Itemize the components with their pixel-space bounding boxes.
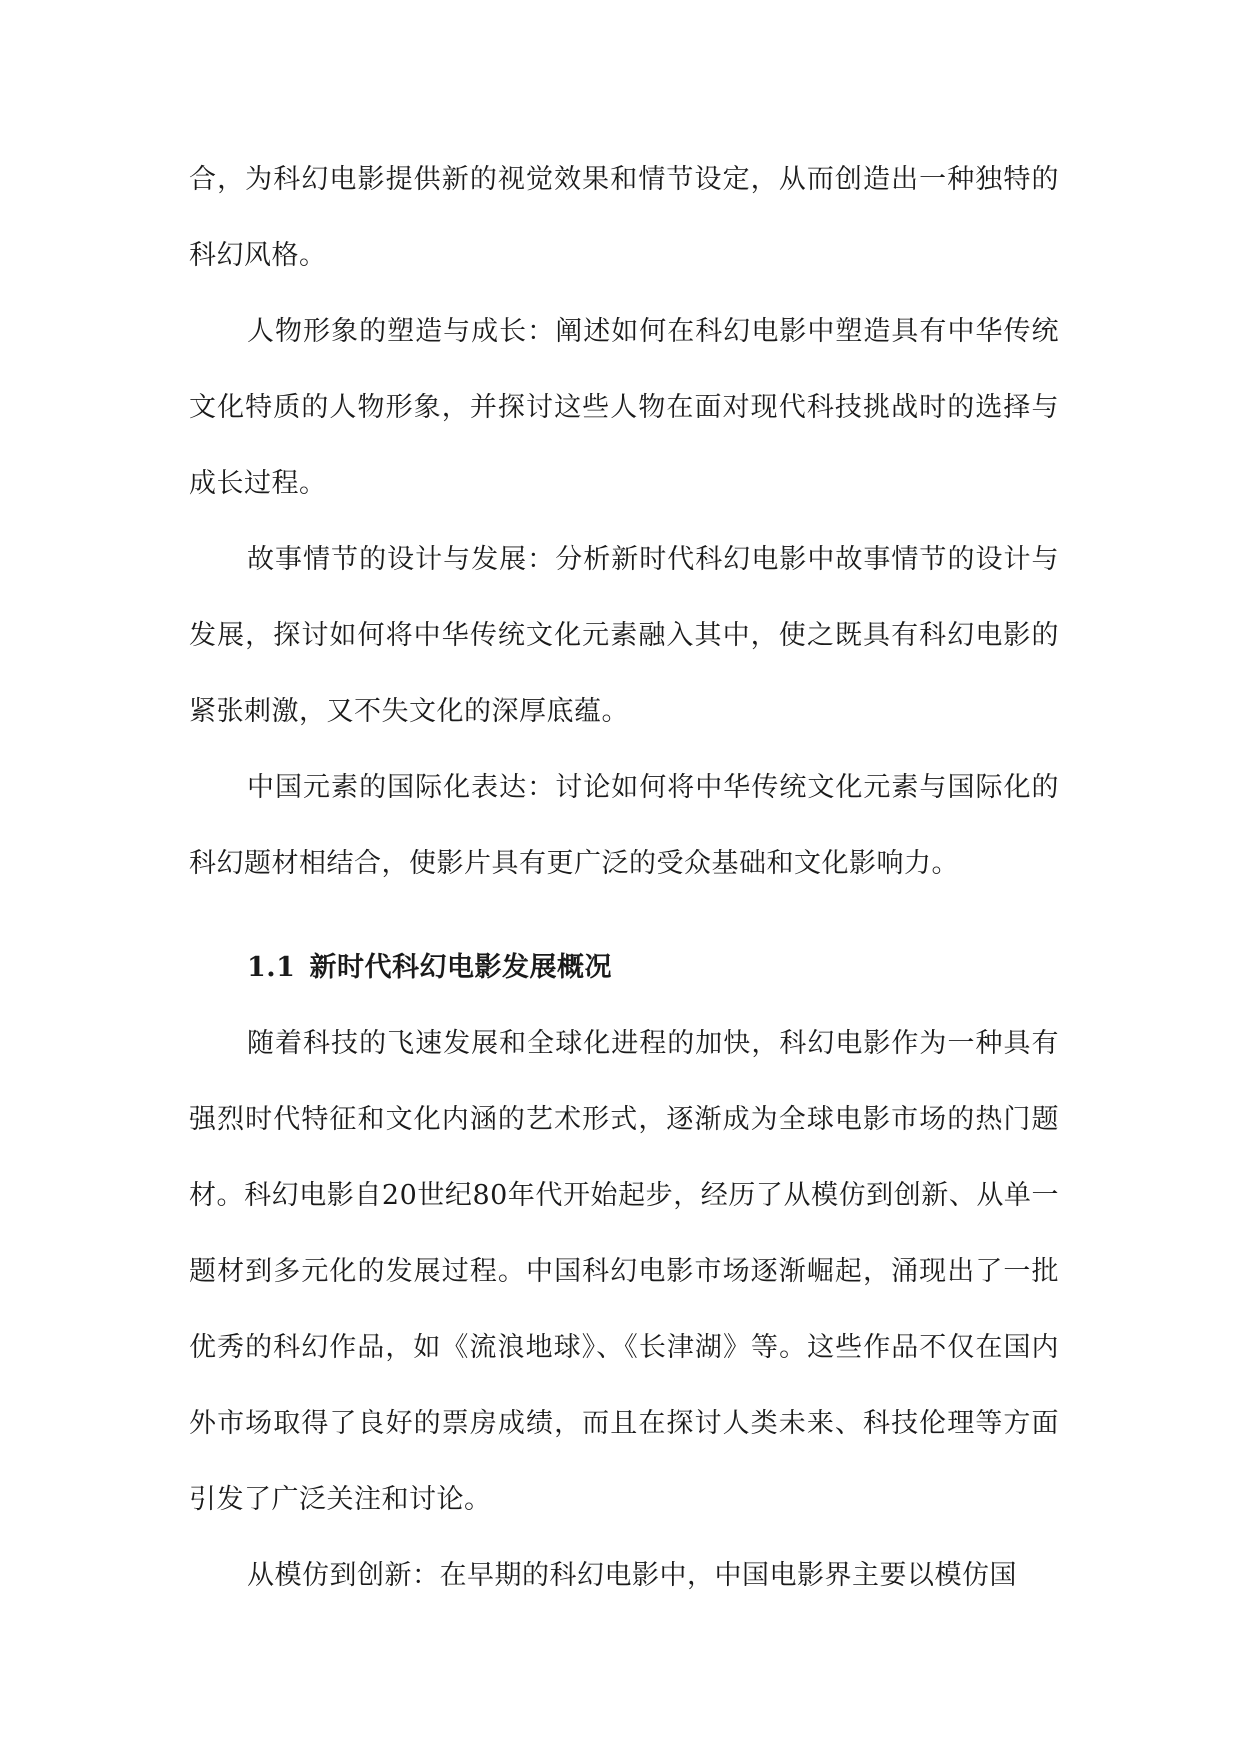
paragraph-international-expression: 中国元素的国际化表达：讨论如何将中华传统文化元素与国际化的科幻题材相结合，使影片具有更广泛的受众基础和文化影响力。	[189, 772, 1059, 879]
section-heading	[189, 930, 1059, 1006]
paragraph-development-overview: 随着科技的飞速发展和全球化进程的加快，科幻电影作为一种具有强烈时代特征和文化内涵的艺术形式，逐渐成为全球电影市场的热门题材。科幻电影自20世纪80年代开始起步，经历了从模仿到创新、从单一题材到多元化的发展过程。中国科幻电影市场逐渐崛起，涌现出了一批优秀的科幻作品，如《流浪地球》、《长津湖》等。这些作品不仅在国内外市场取得了良好的票房成绩，而且在探讨人类未来、科技伦理等方面引发了广泛关注和讨论。	[189, 1028, 1059, 1515]
paragraph-character-shaping: 人物形象的塑造与成长：阐述如何在科幻电影中塑造具有中华传统文化特质的人物形象，并探讨这些人物在面对现代科技挑战时的选择与成长过程。	[189, 316, 1059, 499]
section-number: 1.1	[247, 952, 296, 983]
paragraph-imitation-to-innovation: 从模仿到创新：在早期的科幻电影中，中国电影界主要以模仿国	[247, 1560, 1017, 1591]
paragraph-plot-design: 故事情节的设计与发展：分析新时代科幻电影中故事情节的设计与发展，探讨如何将中华传统文化元素融入其中，使之既具有科幻电影的紧张刺激，又不失文化的深厚底蕴。	[189, 544, 1059, 727]
body-text	[189, 142, 1059, 1614]
paragraph-continuation: 合，为科幻电影提供新的视觉效果和情节设定，从而创造出一种独特的科幻风格。	[189, 164, 1059, 271]
section-title: 新时代科幻电影发展概况	[309, 952, 612, 983]
